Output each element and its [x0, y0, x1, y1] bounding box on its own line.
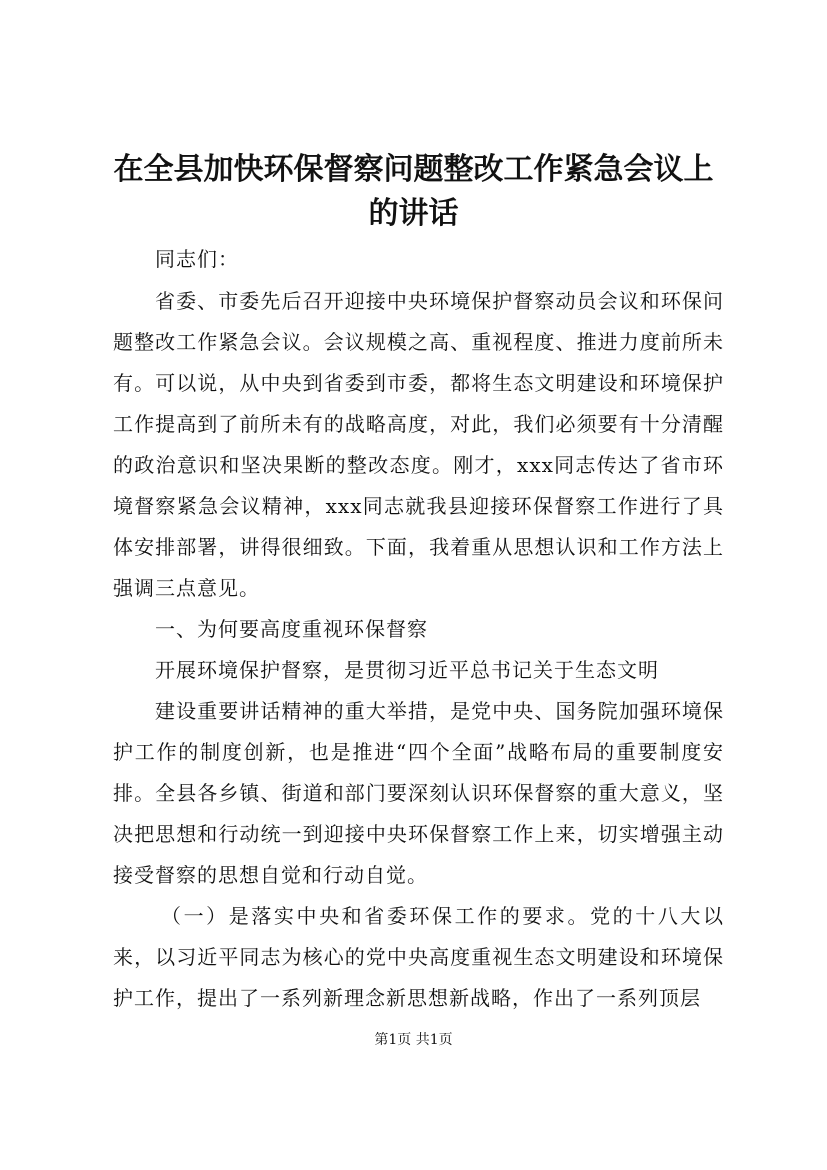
salutation: 同志们： [155, 247, 239, 271]
paragraph-4: （一）是落实中央和省委环保工作的要求。党的十八大以来，以习近平同志为核心的党中央高度重视生态文明建设和环境保护工作，提出了一系列新理念新思想新战略，作出了一系列顶层 [113, 904, 724, 1010]
section-heading-1: 一、为何要高度重视环保督察 [155, 617, 428, 641]
page-footer: 第1页 共1页 [374, 1032, 453, 1048]
document-title: 在全县加快环保督察问题整改工作紧急会议上的讲话 [113, 152, 714, 231]
paragraph-intro: 省委、市委先后召开迎接中央环境保护督察动员会议和环保问题整改工作紧急会议。会议规模之高、重视程度、推进力度前所未有。可以说，从中央到省委到市委，都将生态文明建设和环境保护工作提高到了前所未有的战略高度，对此，我们必须要有十分清醒的政治意识和坚决果断的整改态度。刚才，xxx同志传达了省市环境督察紧急会议精神，xxx同志就我县迎接环保督察工作进行了具体安排部署，讲得很细致。下面，我着重从思想认识和工作方法上强调三点意见。 [113, 289, 724, 600]
paragraph-3: 建设重要讲话精神的重大举措，是党中央、国务院加强环境保护工作的制度创新，也是推进“四个全面”战略布局的重要制度安排。全县各乡镇、街道和部门要深刻认识环保督察的重大意义，坚决把思想和行动统一到迎接中央环保督察工作上来，切实增强主动接受督察的思想自觉和行动自觉。 [113, 699, 724, 887]
paragraph-2-line: 开展环境保护督察，是贯彻习近平总书记关于生态文明 [155, 658, 659, 682]
